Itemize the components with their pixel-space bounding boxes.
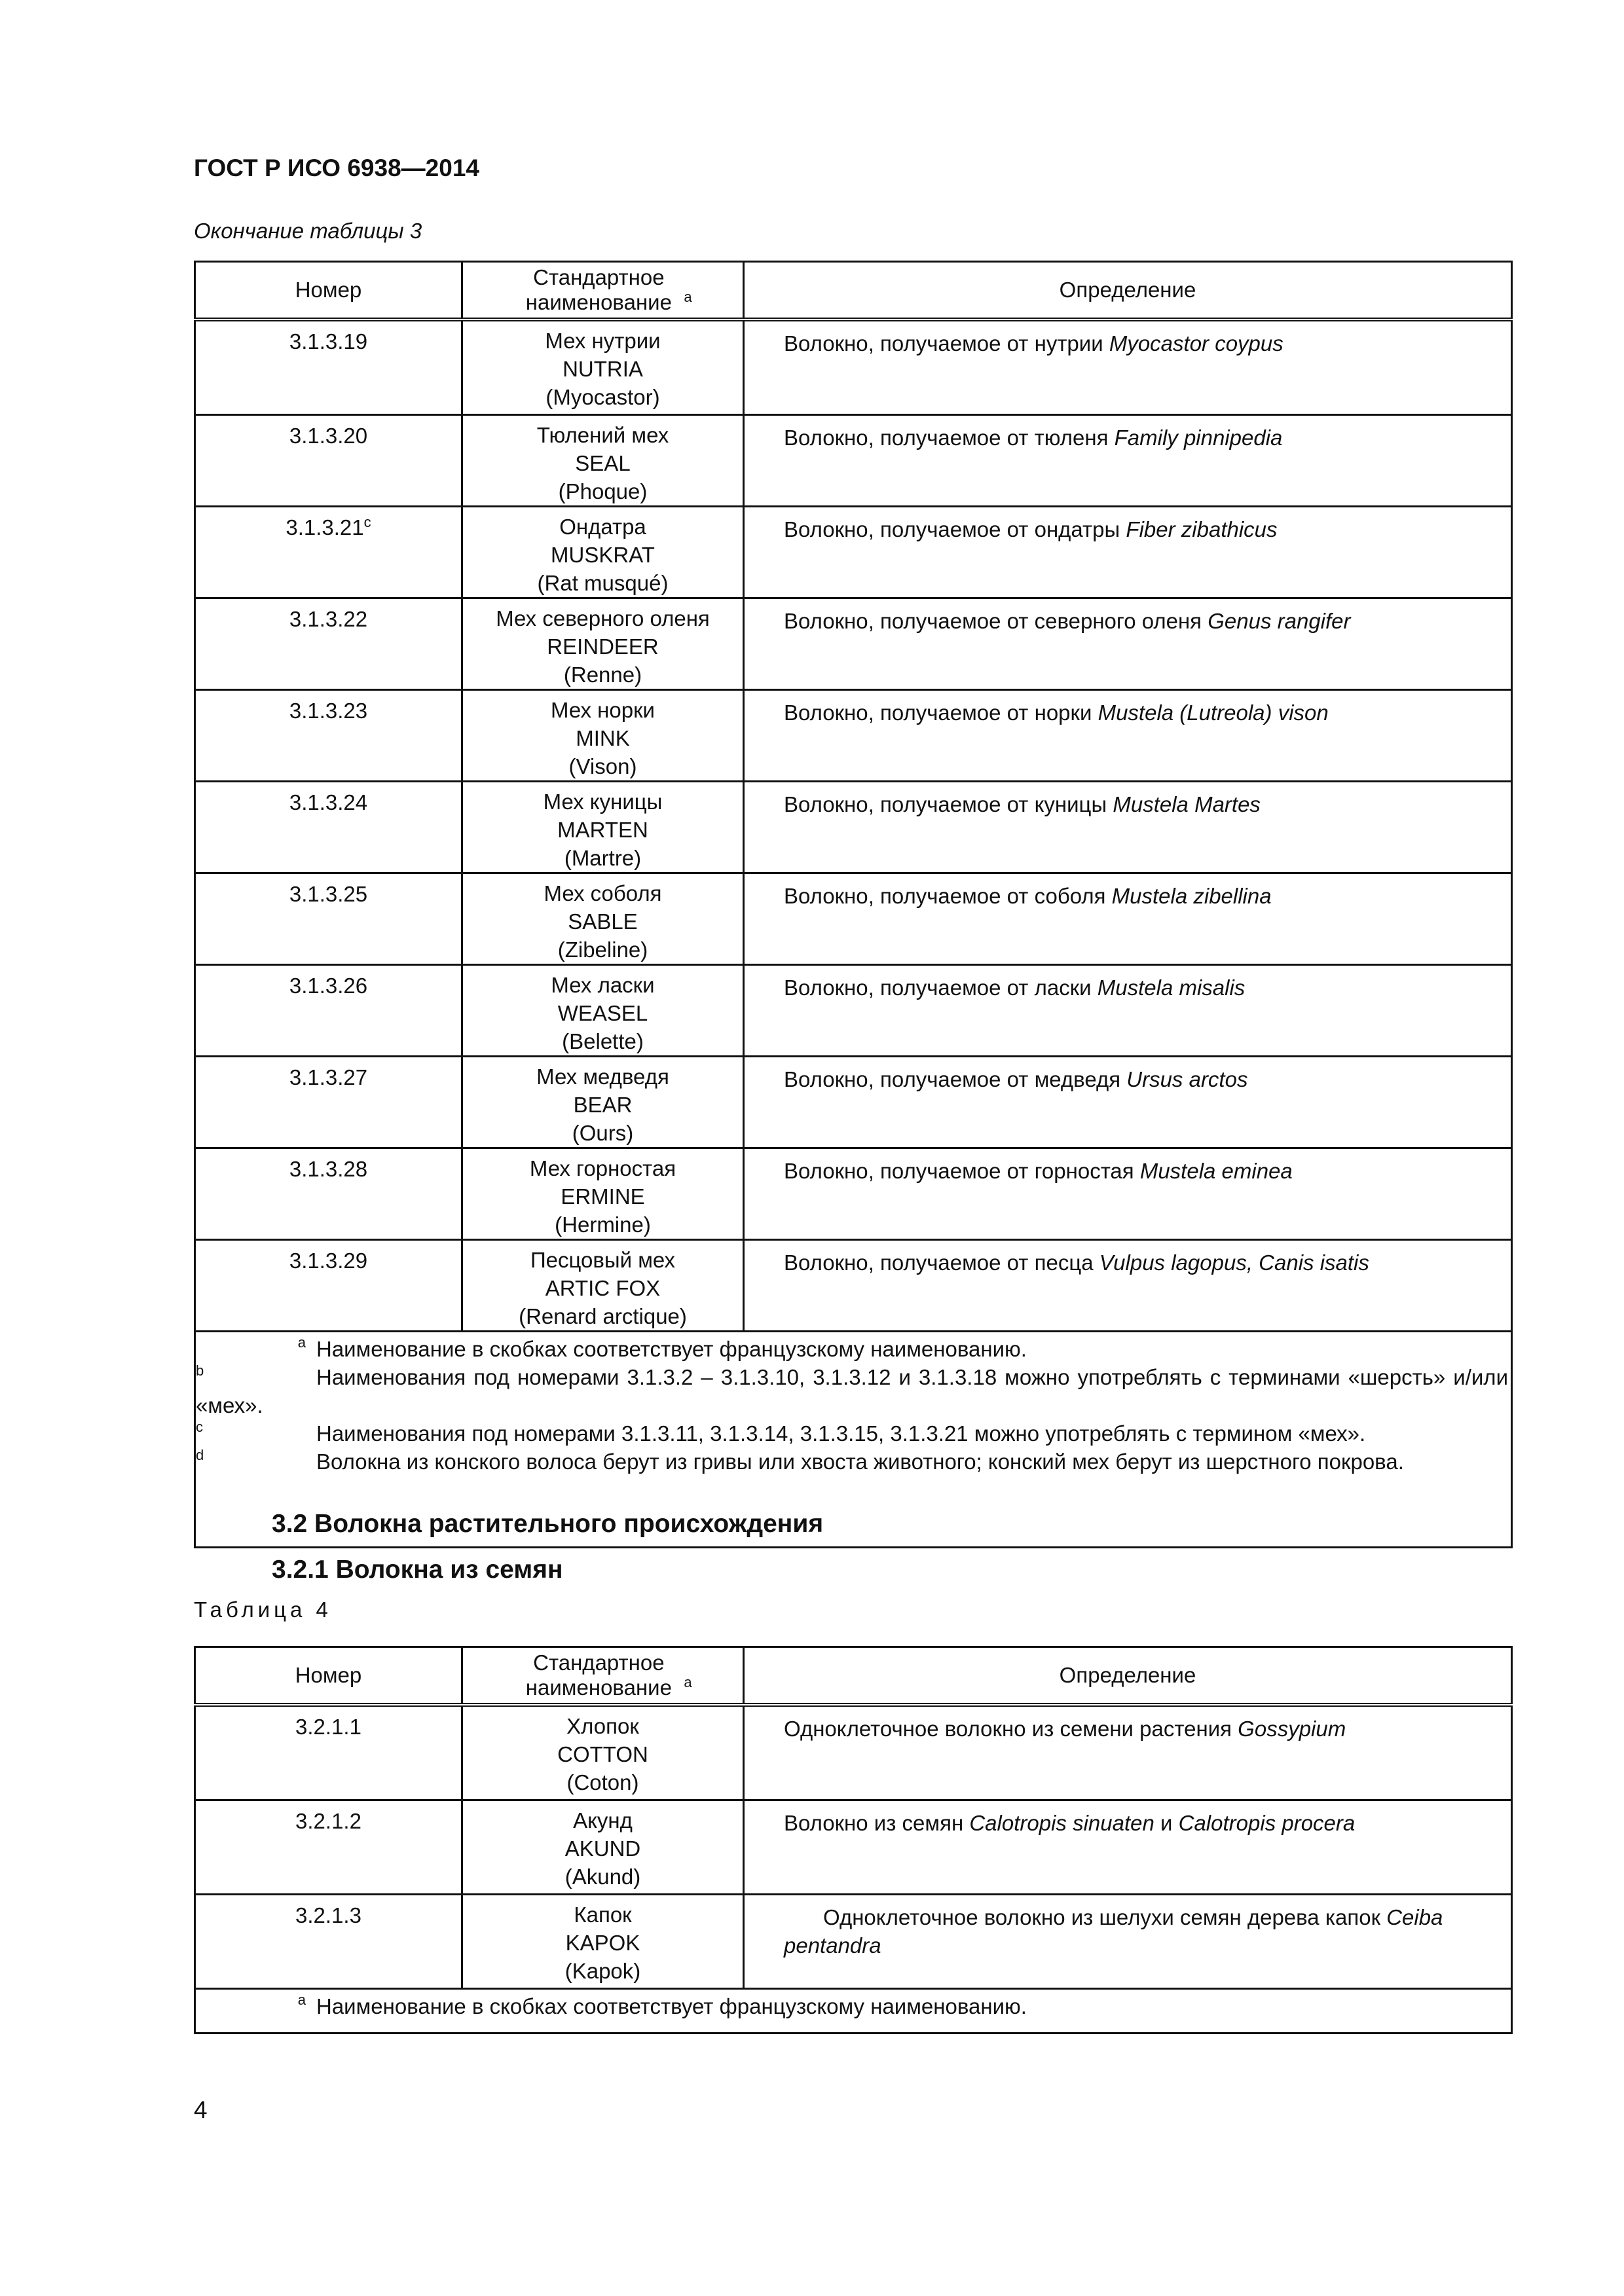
cell-name [462, 1240, 744, 1332]
name-fr: (Akund) [564, 1865, 641, 1889]
table-row [195, 1148, 1512, 1240]
note-mark: c [196, 1419, 203, 1435]
footnote-mark: a [684, 1673, 692, 1690]
name-en: ERMINE [561, 1184, 645, 1209]
col-header-name-text: Стандартное наименование [525, 264, 672, 314]
definition-text: Волокно, получаемое от ондатры [784, 517, 1126, 541]
cell-name [462, 965, 744, 1057]
term-number: 3.1.3.23 [289, 699, 368, 723]
note-text: Наименования под номерами 3.1.3.2 – 3.1.3.10, 3.1.3.12 и 3.1.3.18 можно употреблять с терминами «шерсть» и/или «мех». [196, 1365, 1508, 1417]
definition-text: Волокно, получаемое от нутрии [784, 331, 1109, 355]
term-number: 3.1.3.24 [289, 790, 368, 814]
col-header-definition: Определение [744, 1647, 1512, 1705]
table-row [195, 965, 1512, 1057]
cell-definition [744, 782, 1512, 873]
name-ru: Мех соболя [544, 881, 662, 905]
name-en: MARTEN [557, 818, 648, 842]
name-ru: Капок [574, 1903, 632, 1927]
note-mark: d [196, 1447, 204, 1463]
footnote-mark: c [363, 514, 371, 530]
definition-text: Волокно, получаемое от северного оленя [784, 609, 1208, 633]
name-ru: Песцовый мех [530, 1248, 676, 1272]
cell-definition [744, 690, 1512, 782]
term-number: 3.2.1.2 [295, 1809, 361, 1833]
name-ru: Акунд [573, 1808, 633, 1832]
term-number: 3.1.3.19 [289, 329, 368, 354]
cell-number [195, 507, 462, 598]
name-en: SEAL [575, 451, 631, 475]
latin-name: Mustela eminea [1139, 1159, 1293, 1183]
term-number: 3.1.3.22 [289, 607, 368, 631]
cell-definition [744, 598, 1512, 690]
col-header-name-label [463, 265, 743, 315]
cell-definition [744, 873, 1512, 965]
definition-text: Волокно, получаемое от горностая [784, 1159, 1140, 1183]
table-row [195, 319, 1512, 415]
cell-name [462, 319, 744, 415]
term-number: 3.1.3.21 [286, 515, 364, 539]
table-notes-row [195, 1989, 1512, 2033]
cell-definition [744, 1057, 1512, 1148]
table-row [195, 1800, 1512, 1895]
name-fr: (Rat musqué) [537, 571, 669, 595]
latin-name: Calotropis sinuaten [969, 1811, 1154, 1835]
name-en: COTTON [557, 1741, 648, 1766]
cell-number [195, 1895, 462, 1989]
cell-definition [744, 1800, 1512, 1895]
table-note [196, 1335, 1508, 1363]
cell-number [195, 873, 462, 965]
table4-caption: Таблица 4 [194, 1597, 332, 1622]
cell-name [462, 1057, 744, 1148]
cell-name [462, 507, 744, 598]
col-header-name [462, 1647, 744, 1705]
table-note [196, 1448, 1508, 1476]
col-header-name-label [463, 1650, 743, 1700]
cell-definition [744, 965, 1512, 1057]
note-text: Наименования под номерами 3.1.3.11, 3.1.3.14, 3.1.3.15, 3.1.3.21 можно употреблять с термином «мех». [316, 1421, 1366, 1446]
col-header-definition: Определение [744, 262, 1512, 319]
name-fr: (Martre) [564, 846, 642, 870]
cell-number [195, 965, 462, 1057]
latin-name: Calotropis procera [1178, 1811, 1356, 1835]
note-mark: a [297, 1334, 306, 1351]
cell-name [462, 1895, 744, 1989]
table-row [195, 690, 1512, 782]
cell-definition [744, 507, 1512, 598]
table-row [195, 507, 1512, 598]
cell-number [195, 598, 462, 690]
term-number: 3.2.1.3 [295, 1903, 361, 1927]
name-en: REINDEER [547, 634, 659, 659]
definition-text: Волокно, получаемое от медведя [784, 1067, 1127, 1091]
name-en: ARTIC FOX [545, 1276, 661, 1300]
table-header-row [195, 1647, 1512, 1705]
latin-name: Gossypium [1238, 1716, 1346, 1741]
cell-name [462, 1705, 744, 1800]
name-ru: Мех горностая [529, 1156, 676, 1180]
table-note [196, 1419, 1508, 1448]
cell-name [462, 415, 744, 507]
cell-definition [744, 1240, 1512, 1332]
cell-number [195, 1240, 462, 1332]
table-row [195, 415, 1512, 507]
name-fr: (Kapok) [564, 1959, 641, 1983]
table-row [195, 598, 1512, 690]
cell-number [195, 415, 462, 507]
section-heading: 3.2 Волокна растительного происхождения [272, 1510, 824, 1538]
name-fr: (Vison) [568, 754, 637, 778]
cell-name [462, 598, 744, 690]
name-ru: Мех нутрии [545, 328, 661, 353]
table-note [196, 1363, 1508, 1419]
table-note [196, 1992, 1508, 2020]
table-row [195, 873, 1512, 965]
note-mark: b [196, 1362, 204, 1379]
definition-text: Волокно, получаемое от норки [784, 701, 1098, 725]
cell-definition [744, 415, 1512, 507]
name-fr: (Phoque) [558, 479, 648, 503]
latin-name: Vulpus lagopus, Canis isatis [1099, 1250, 1369, 1275]
cell-name [462, 1800, 744, 1895]
cell-number [195, 1705, 462, 1800]
definition-text: Волокно, получаемое от ласки [784, 975, 1098, 1000]
cell-name [462, 782, 744, 873]
name-fr: (Zibeline) [557, 938, 648, 962]
latin-name: Mustela (Lutreola) vison [1098, 701, 1329, 725]
name-fr: (Coton) [566, 1770, 639, 1795]
subsection-heading: 3.2.1 Волокна из семян [272, 1556, 563, 1584]
term-number: 3.1.3.20 [289, 424, 368, 448]
name-ru: Мех ласки [551, 973, 655, 997]
table-row [195, 1057, 1512, 1148]
name-fr: (Ours) [572, 1121, 634, 1145]
cell-name [462, 690, 744, 782]
term-number: 3.1.3.26 [289, 974, 368, 998]
cell-number [195, 1800, 462, 1895]
cell-definition [744, 1895, 1512, 1989]
name-fr: (Belette) [562, 1029, 644, 1053]
term-number: 3.1.3.28 [289, 1157, 368, 1181]
name-en: NUTRIA [563, 356, 643, 381]
table-row [195, 1240, 1512, 1332]
term-number: 3.1.3.27 [289, 1065, 368, 1089]
name-ru: Мех норки [551, 698, 655, 722]
term-number: 3.2.1.1 [295, 1714, 361, 1739]
cell-number [195, 1148, 462, 1240]
name-fr: (Renard arctique) [519, 1304, 687, 1328]
table-4 [194, 1646, 1513, 2034]
name-en: AKUND [564, 1836, 641, 1861]
table-notes [195, 1989, 1512, 2033]
col-header-number: Номер [195, 262, 462, 319]
latin-name: Mustela Martes [1113, 792, 1261, 816]
note-mark: a [297, 1992, 306, 2008]
term-number: 3.1.3.25 [289, 882, 368, 906]
name-en: MINK [576, 726, 630, 750]
cell-number [195, 1057, 462, 1148]
latin-name: Mustela zibellina [1111, 884, 1272, 908]
footnote-mark: a [684, 288, 692, 305]
col-header-name-text: Стандартное наименование [525, 1650, 672, 1700]
table-row [195, 782, 1512, 873]
name-fr: (Renne) [563, 663, 642, 687]
term-number: 3.1.3.29 [289, 1248, 368, 1273]
definition-text: Волокно, получаемое от куницы [784, 792, 1113, 816]
table-header-row [195, 262, 1512, 319]
cell-definition [744, 319, 1512, 415]
name-ru: Мех медведя [536, 1065, 669, 1089]
cell-definition [744, 1148, 1512, 1240]
latin-name: Myocastor coypus [1109, 331, 1283, 355]
name-en: WEASEL [557, 1001, 648, 1025]
table-row [195, 1895, 1512, 1989]
definition-text: Волокно, получаемое от песца [784, 1250, 1099, 1275]
latin-name: Fiber zibathicus [1126, 517, 1278, 541]
note-text: Наименование в скобках соответствует французскому наименованию. [316, 1994, 1027, 2018]
latin-name: Mustela misalis [1097, 975, 1246, 1000]
latin-name: Genus rangifer [1208, 609, 1351, 633]
latin-name: Family pinnipedia [1114, 426, 1283, 450]
definition-text: Волокно из семян [784, 1811, 970, 1835]
note-text: Волокна из конского волоса берут из гривы или хвоста животного; конский мех берут из шерстного покрова. [316, 1449, 1404, 1474]
table-row [195, 1705, 1512, 1800]
name-ru: Ондатра [559, 515, 646, 539]
cell-number [195, 690, 462, 782]
cell-name [462, 1148, 744, 1240]
definition-text: и [1154, 1811, 1179, 1835]
name-ru: Хлопок [566, 1713, 639, 1738]
name-en: BEAR [573, 1093, 633, 1117]
page-number: 4 [194, 2096, 208, 2123]
name-ru: Тюлений мех [536, 423, 669, 447]
name-en: KAPOK [565, 1931, 640, 1955]
definition-text: Одноклеточное волокно из семени растения [784, 1716, 1238, 1741]
cell-number [195, 782, 462, 873]
cell-definition [744, 1705, 1512, 1800]
cell-number [195, 319, 462, 415]
document-header: ГОСТ Р ИСО 6938—2014 [194, 155, 479, 181]
name-fr: (Hermine) [555, 1212, 651, 1237]
table-3 [194, 261, 1513, 1548]
name-en: MUSKRAT [551, 543, 655, 567]
name-en: SABLE [568, 909, 638, 934]
col-header-number: Номер [195, 1647, 462, 1705]
definition-text: Волокно, получаемое от соболя [784, 884, 1112, 908]
name-ru: Мех северного оленя [496, 606, 710, 630]
name-fr: (Myocastor) [545, 384, 660, 409]
latin-name: Ursus arctos [1126, 1067, 1248, 1091]
note-text: Наименование в скобках соответствует французскому наименованию. [316, 1337, 1027, 1361]
definition-text: Одноклеточное волокно из шелухи семян дерева капок [823, 1905, 1387, 1929]
col-header-name [462, 262, 744, 319]
definition-text: Волокно, получаемое от тюленя [784, 426, 1115, 450]
table3-continuation-caption: Окончание таблицы 3 [194, 219, 422, 243]
cell-name [462, 873, 744, 965]
latin-name: Ceiba pentandra [784, 1905, 1443, 1958]
name-ru: Мех куницы [543, 790, 663, 814]
